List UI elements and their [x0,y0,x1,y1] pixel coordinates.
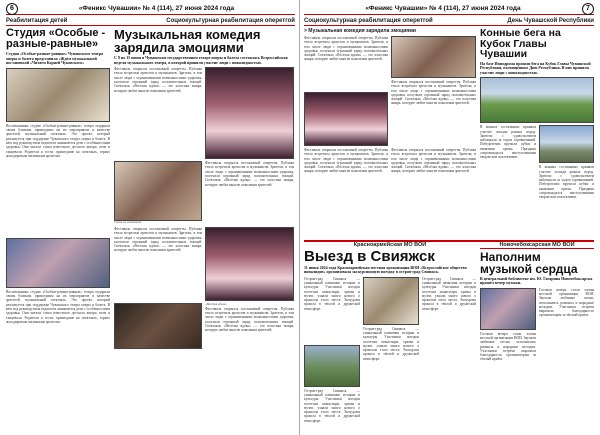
article-horse-text-col2: В конных состязаниях приняли участие лошади разных пород. Зрители с удовольствием наблюдали за ходом соревнований. Победителям вручили кубки и памятные призы. Праздник сопровождался выступлениями творческих коллективов. [539,165,594,200]
left-page-number: 6 [6,3,18,15]
article-studio-title: Студия «Особые - разные-равные» [6,27,106,50]
right-page [300,0,600,435]
right-page-header [304,3,594,15]
continuation-text-col2: Фестиваль открылся постановкой оперетты. Публика тепло встретила артистов и музыкантов. Зрители, в том числе люди с ограниченными возможностями здоровья, получили огромный заряд положительных эмоций. Спектакль «Весёлая вдова» — это классика жанра, которую любят многие поколения зрителей. [391,80,476,106]
sviyazhsk-text-col1b: Остров-град Свияжск — уникальный памятник истории и культуры. Участники поездки посетили монастыри, храмы и музеи, узнали много нового о прошлом этого места. Экскурсия прошла в тёплой и дружеской атмосфере. [304,388,360,423]
right-rubric-left: Социокультурная реабилитация оперетгой [304,17,433,24]
article-music-text-col2: Гостями вечера стали члены местной организации ВОИ. Звучали любимые песни, исполнялись романсы и народные мелодии. Участники встречи выразили благодарность организаторам за тёплый приём. [539,287,594,318]
photo-sviyazhsk-monastery [363,277,419,325]
article-horse-races [480,28,594,238]
photo-horse-riders [539,125,594,163]
music-rubric: Новочебоксарская МО ВОИ [480,242,594,249]
article-sviyazhsk [304,242,476,434]
caption-comedy-scene: Сцена из спектакля [114,220,142,225]
article-comedy-title: Музыкальная комедия зарядила эмоциями [114,27,261,55]
photo-music-concert [480,288,536,330]
photo-comedy-hall [114,161,202,221]
photo-comedy-finale [205,227,294,301]
photo-comedy-performers [205,67,294,159]
photo-sviyazhsk-group [304,345,360,387]
right-header-title: «Феникс Чувашии» № 4 (114), 27 июня 2024 года [365,5,521,12]
article-comedy-text-col1: Фестиваль открылся постановкой оперетты. Публика тепло встретила артистов и музыкантов. Зрители, в том числе люди с ограниченными возможностями здоровья, получили огромный заряд положительных эмоций. Спектакль «Весёлая вдова» — это классика жанра, которую любят многие поколения зрителей. [114,67,202,93]
article-horse-text-col1: В конных состязаниях приняли участие лошади разных пород. Зрители с удовольствием наблюдали за ходом соревнований. Победителям вручили кубки и памятные призы. Праздник сопровождался выступлениями творческих коллективов. [480,125,536,160]
article-studio-lead: Студия «Особые-разные-равные» Чувашского театра оперы и балета представила «Ждём музыкальной постановкой «Читаем Корней Чуковского» [6,51,104,66]
article-sviyazhsk-lead: 11 июня 2024 года Красноармейская местная организация ВОИ «Всероссийское общество инвалидов» организовала экскурсионную поездку в остров-град Свияжск. [304,264,467,275]
photo-continuation-2 [391,36,476,78]
comedy-continuation-label: > Музыкальная комедия зарядила эмоциями [304,28,416,34]
left-rubric-right: Социокультурная реабилитация оперетгой [166,17,295,24]
article-sviyazhsk-title: Выезд в Свияжск [304,247,435,265]
continuation-text-col1: Фестиваль открылся постановкой оперетты. Публика тепло встретила артистов и музыкантов. Зрители, в том числе люди с ограниченными возможностями здоровья, получили огромный заряд положительных эмоций. Спектакль «Весёлая вдова» — это классика жанра, которую любят многие поколения зрителей. [304,36,388,62]
sviyazhsk-text-col1: Остров-град Свияжск — уникальный памятник истории и культуры. Участники поездки посетили монастыри, храмы и музеи, узнали много нового о прошлом этого места. Экскурсия прошла в тёплой и дружеской атмосфере. [304,276,360,311]
article-music [480,242,594,434]
photo-horse-race [480,77,594,123]
article-comedy [114,28,294,435]
right-page-number: 7 [582,3,594,15]
article-music-title: Наполним музыкой сердца [480,249,578,276]
continuation-text-col4: Фестиваль открылся постановкой оперетты. Публика тепло встретила артистов и музыкантов. Зрители, в том числе люди с ограниченными возможностями здоровья, получили огромный заряд положительных эмоций. Спектакль «Весёлая вдова» — это классика жанра, которую любят многие поколения зрителей. [391,148,476,174]
article-studio-text: Воспитанники студии «Особые-разные-равные» театра подарили своим близким, пришедшим на их мероприятие в качестве зрителей, музыкальный спектакль. Это проект, который реализуется при поддержке Чувашского театра оперы и балета. В нём под руководством педагогов занимаются дети с особенностями здоровья. Они читали стихи известного детского автора, пели и танцевали. Родители и гости, пришедшие на спектакль, горячо аплодировали маленьким артистам. [6,123,110,158]
article-studio-text-2: Воспитанники студии «Особые-разные-равные» театра подарили своим близким, пришедшим на их мероприятие в качестве зрителей, музыкальный спектакль. Это проект, который реализуется при поддержке Чувашского театра оперы и балета. В нём под руководством педагогов занимаются дети с особенностями здоровья. Они читали стихи известного детского автора, пели и танцевали. Родители и гости, пришедшие на спектакль, горячо аплодировали маленьким артистам. [6,289,110,324]
photo-continuation-1 [304,92,388,146]
article-horse-lead: На базе Ипподрома прошли бега на Кубок Главы Чувашской Республики, посвящённые Дню Республики. В них приняли участие люди с инвалидностью. [480,60,591,75]
sviyazhsk-text-col2: Остров-град Свияжск — уникальный памятник истории и культуры. Участники поездки посетили монастыри, храмы и музеи, узнали много нового о прошлом этого места. Экскурсия прошла в тёплой и дружеской атмосфере. [363,326,419,361]
article-comedy-text-col2: Фестиваль открылся постановкой оперетты. Публика тепло встретила артистов и музыкантов. Зрители, в том числе люди с ограниченными возможностями здоровья, получили огромный заряд положительных эмоций. Спектакль «Весёлая вдова» — это классика жанра, которую любят многие поколения зрителей. [205,161,294,187]
left-page-header [6,3,295,15]
left-header-title: «Феникс Чувашии» № 4 (114), 27 июня 2024 года [78,5,235,12]
right-rubric-bar [304,16,594,26]
continuation-text-col3: Фестиваль открылся постановкой оперетты. Публика тепло встретила артистов и музыкантов. Зрители, в том числе люди с ограниченными возможностями здоровья, получили огромный заряд положительных эмоций. Спектакль «Весёлая вдова» — это классика жанра, которую любят многие поколения зрителей. [304,148,388,174]
caption-comedy-title: «Весёлая вдова» [205,301,228,306]
photo-studio-stage [6,238,110,288]
article-comedy-text-col4: Фестиваль открылся постановкой оперетты. Публика тепло встретила артистов и музыкантов. Зрители, в том числе люди с ограниченными возможностями здоровья, получили огромный заряд положительных эмоций. Спектакль «Весёлая вдова» — это классика жанра, которую любят многие поколения зрителей. [205,306,294,333]
photo-studio-children [6,68,110,122]
article-studio [6,28,110,435]
sviyazhsk-text-col3: Остров-град Свияжск — уникальный памятник истории и культуры. Участники поездки посетили монастыри, храмы и музеи, узнали много нового о прошлом этого места. Экскурсия прошла в тёплой и дружеской атмосфере. [422,276,476,311]
left-rubric-bar [6,16,295,26]
article-horse-title: Конные бега на Кубок Главы Чувашии [480,27,561,60]
right-rubric-right: День Чувашской Республики [507,17,594,24]
left-rubric-left: Реабилитация детей [6,17,68,24]
photo-comedy-audience [114,303,202,349]
article-comedy-continuation [304,28,476,238]
article-comedy-lead: С 9 по 15 июня в Чувашском государственном театре оперы и балета состоялась Всероссийская неделя музыкального театра, в которой приняли участие люди с инвалидностью. [114,55,288,65]
article-music-text-col1: Гостями вечера стали члены местной организации ВОИ. Звучали любимые песни, исполнялись романсы и народные мелодии. Участники встречи выразили благодарность организаторам за тёплый приём. [480,331,536,362]
sviyazhsk-rubric: Красноармейская МО ВОИ [353,241,427,248]
article-music-lead: В центральной библиотеке им. Ю. Гагарина Новочебоксарска прошёл вечер музыки. [480,275,593,286]
article-comedy-text-col3: Фестиваль открылся постановкой оперетты. Публика тепло встретила артистов и музыкантов. Зрители, в том числе люди с ограниченными возможностями здоровья, получили огромный заряд положительных эмоций. Спектакль «Весёлая вдова» — это классика жанра, которую любят многие поколения зрителей. [114,226,202,253]
